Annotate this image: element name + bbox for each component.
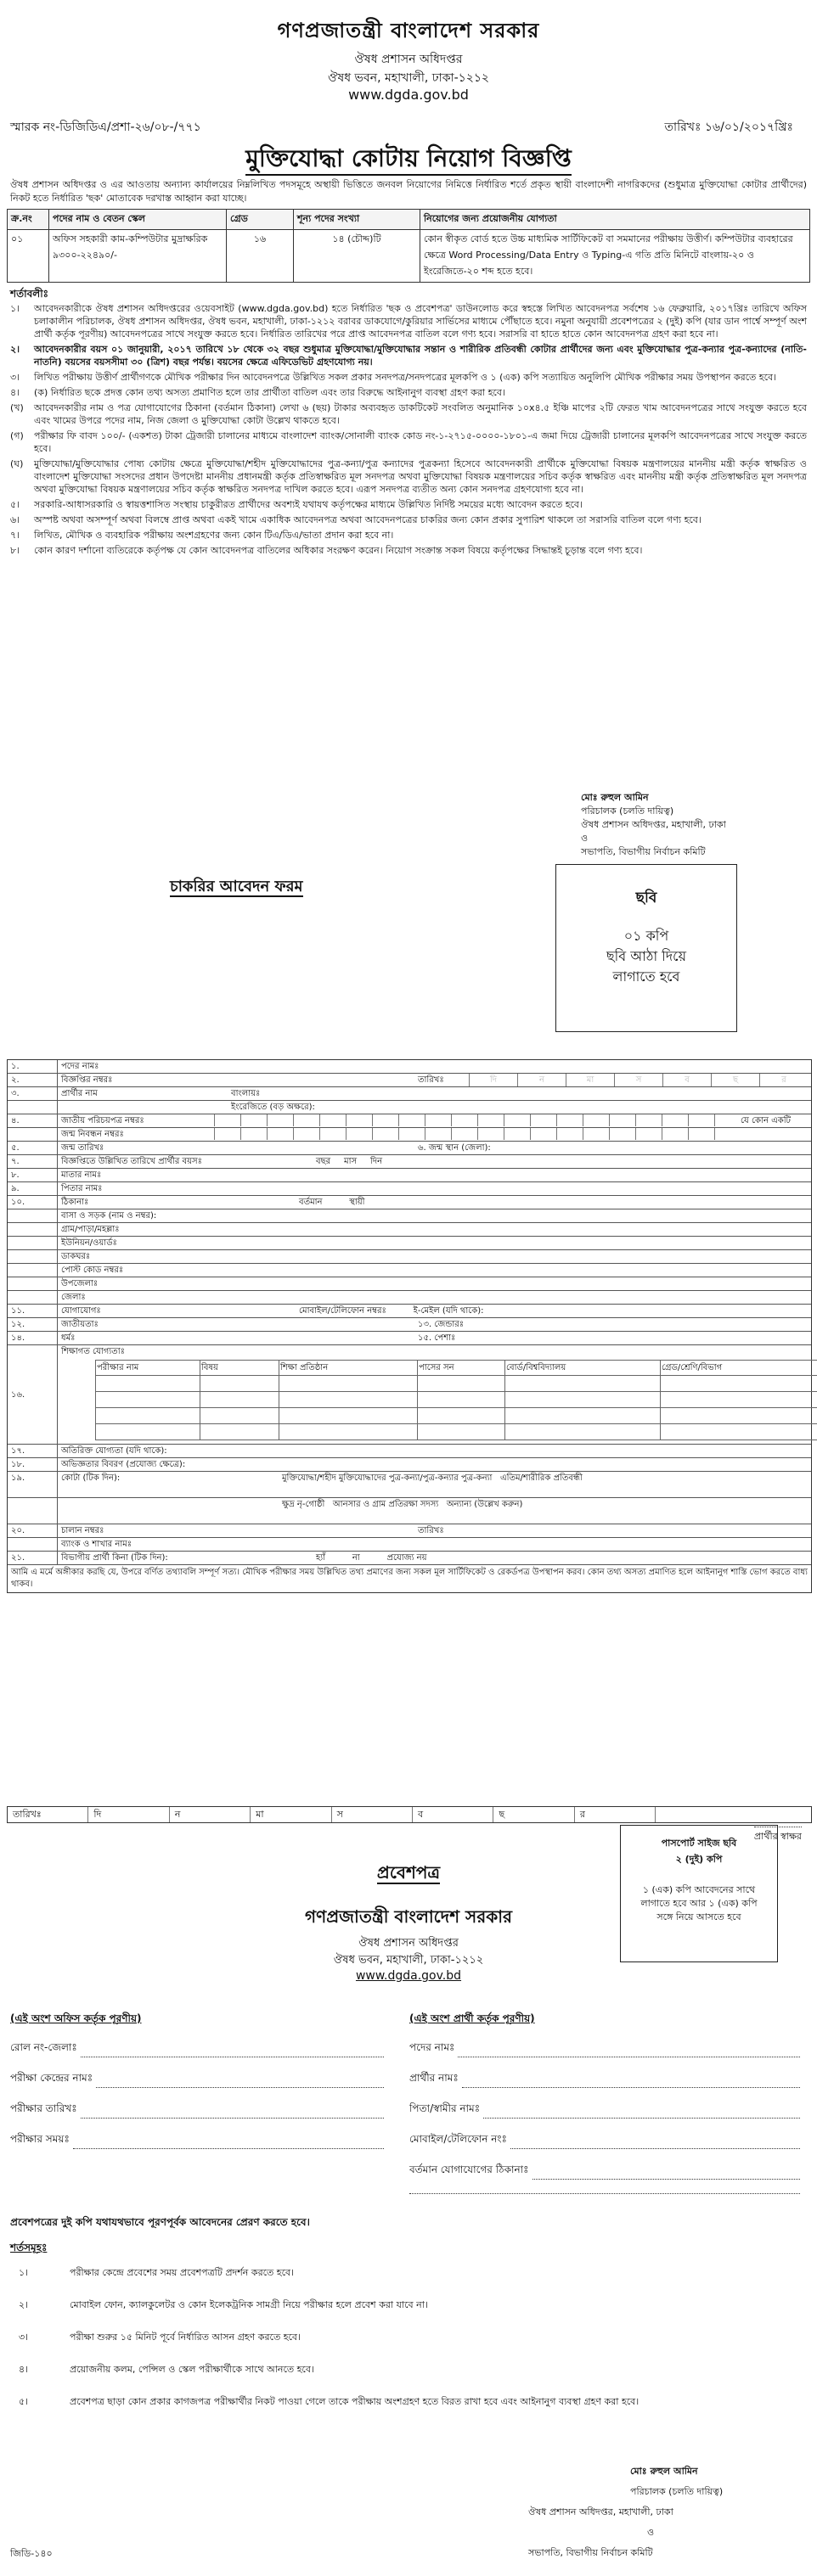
table-row[interactable] [96, 1376, 817, 1392]
field-label: যোগাযোগঃ [61, 1306, 101, 1316]
col-serial: ক্র.নং [8, 210, 49, 230]
list-item [10, 401, 807, 427]
row-number: ১৭. [8, 1445, 58, 1457]
field-label: পদের নামঃ [409, 2041, 455, 2053]
photo-title: ছবি [635, 890, 657, 906]
term-number: (ঘ) [10, 458, 24, 469]
application-form [7, 1059, 812, 1593]
date-cell: র [575, 1807, 656, 1822]
field-label: পিতা/স্বামীর নামঃ [409, 2102, 481, 2114]
date-hint: মা [566, 1074, 614, 1086]
department-name: ঔষধ প্রশাসন অধিদপ্তর [354, 53, 463, 66]
field-label: রোল নং-জেলাঃ [10, 2041, 77, 2053]
office-section-heading: (এই অংশ অফিস কর্তৃক পূরণীয়) [10, 2012, 142, 2024]
table-row[interactable] [96, 1408, 817, 1424]
row-label [58, 1332, 811, 1344]
term-number: ৭। [10, 530, 20, 541]
birth-reg-boxes[interactable] [214, 1128, 741, 1141]
form-row-experience[interactable] [8, 1458, 811, 1472]
term-text: লিখিত পরীক্ষায় উত্তীর্ণ প্রার্থীগণকে মৌখিক পরীক্ষার দিন আবেদনপত্রে উল্লিখিত সকল প্রকার সনদপত্র/সনদপত্রের মূলকপি ও ১ (এক) কপি সত্যায়িত অনুলিপি মৌখিক পরীক্ষার সময় উপস্থাপন করতে হবে। [34, 372, 777, 383]
address-columns: বর্তমান স্থায়ী [299, 1198, 365, 1207]
term-text: আবেদনকারীর বয়স ০১ জানুয়ারী, ২০১৭ তারিখে ১৮ থেকে ৩২ বছর শুধুমাত্র মুক্তিযোদ্ধা/মুক্তিযোদ্ধার সন্তান ও শারীরিক প্রতিবন্ধী কোটার প্রার্থীদের জন্য এবং মুক্তিযোদ্ধার পুত্র-কন্যার পুত্র-কন্যাদের (নাতি-নাতনি) বয়সের বয়সসীমা ৩০ (ত্রিশ) বছর পর্যন্ত। বয়সের ক্ষেত্রে এফিডেভিট গ্রহণযোগ্য নয়। [34, 344, 807, 368]
form-row-declaration [8, 1565, 811, 1592]
challan-date-label: তারিখঃ [418, 1526, 444, 1535]
row-label [58, 1524, 811, 1537]
term-text: (ক) নির্ধারিত ছকে প্রদত্ত কোন তথ্য অসত্য প্রমাণিত হলে তার প্রার্থীতা বাতিল এবং তার বিরুদ্ধে আইনানুগ ব্যবস্থা গ্রহণ করা হবে। [34, 387, 505, 398]
field-label: শিক্ষাগত যোগ্যতাঃ [61, 1347, 125, 1356]
list-item [10, 514, 807, 526]
form-row-departmental[interactable] [8, 1552, 811, 1565]
field-label: বিজ্ঞপ্তিতে উল্লিখিত তারিখে প্রার্থীর বয়সঃ [61, 1157, 202, 1166]
term-text: মুক্তিযোদ্ধা/মুক্তিযোদ্ধার পোষ্য কোটায় ক্ষেত্রে মুক্তিযোদ্ধা/শহীদ মুক্তিযোদ্ধাদের পুত্র-কন্যা/পুত্র কন্যাদের পুত্রকন্যা হিসেবে আবেদনকারী প্রার্থীকে মুক্তিযোদ্ধা বিষয়ক মন্ত্রণালয়ের মাননীয় মন্ত্রী কর্তৃক স্বাক্ষরিত ও বাংলাদেশ মুক্তিযোদ্ধা সংসদের প্রধান উপদেষ্টা মাননীয় প্রধানমন্ত্রী কর্তৃক প্রতিস্বাক্ষরিত মূল সনদপত্র অথবা মুক্তিযোদ্ধা বিষয়ক মন্ত্রণালয়ের সচিব কর্তৃক স্বাক্ষরিত এবং মাননীয় মন্ত্রী কর্তৃক প্রতিস্বাক্ষরিত মূল সনদপত্র অথবা মুক্তিযোদ্ধা বিষয়ক মন্ত্রণালয়ের সচিব কর্তৃক স্বাক্ষরিত সনদপত্র দাখিল করতে হবে। এরূপ সনদপত্র ব্যতীত অন্য কোন সনদপত্র গ্রহণযোগ্য হবে না। [34, 458, 807, 495]
field-label: কোটা (টিক দিন): [61, 1473, 121, 1483]
field-label: পরীক্ষা কেন্দ্রের নামঃ [10, 2072, 93, 2084]
form-row-village[interactable] [8, 1223, 811, 1237]
form-title [170, 874, 303, 901]
rule-number: ১। [19, 2267, 29, 2278]
exam-center-field[interactable] [10, 2071, 384, 2088]
rule-number: ৫। [19, 2396, 29, 2407]
list-item [10, 2363, 807, 2377]
admit-card-title-text: প্রবেশপত্র [376, 1862, 441, 1883]
admit-website-link[interactable]: www.dgda.gov.bd [355, 1969, 462, 1983]
term-text: পরীক্ষার ফি বাবদ ১০০/- (একশত) টাকা ট্রেজারী চালানের মাধ্যমে বাংলাদেশ ব্যাংক/সোনালী ব্যাংক কোড নং-১-২৭১৫-০০০০-১৮০১-এ জমা দিয়ে ট্রেজারী চালানের মূলকপি আবেদনপত্রের সাথে সংযুক্ত করতে হবে। [34, 430, 807, 454]
term-text: কোন কারণ দর্শানো ব্যতিরেকে কর্তৃপক্ষ যে কোন আবেদনপত্র বাতিলের অধিকার সংরক্ষণ করেন। নিয়োগ সংক্রান্ত সকল বিষয়ে কর্তৃপক্ষের সিদ্ধান্তই চূড়ান্ত বলে গণ্য হবে। [34, 545, 643, 556]
date-cell: স [332, 1807, 413, 1822]
row-label [58, 1498, 811, 1524]
admit-signatory-name: মোঃ রুহুল আমিন [630, 2466, 698, 2477]
list-item [10, 544, 807, 557]
field-label: চালান নম্বরঃ [61, 1526, 104, 1535]
edu-col-board: বোর্ড/বিশ্ববিদ্যালয় [505, 1361, 661, 1376]
form-row-age[interactable] [8, 1155, 811, 1169]
department-address: ঔষধ ভবন, মহাখালী, ঢাকা-১২১২ [327, 71, 490, 85]
row-number: ১৮. [8, 1458, 58, 1471]
edu-col-grade: গ্রেড/শ্রেণি/বিভাগ [661, 1361, 817, 1376]
row-label [58, 1552, 811, 1564]
admit-office-section [10, 2012, 384, 2163]
photo-note-1: ছবি আঠা দিয়ে [606, 948, 687, 964]
field-label: ইউনিয়ন/ওয়ার্ডঃ [61, 1238, 117, 1248]
field-label: অতিরিক্ত যোগ্যতা (যদি থাকে): [61, 1446, 167, 1456]
notice-title [0, 140, 817, 180]
admit-copy-note: প্রবেশপত্রের দুই কপি যথাযথভাবে পূরণপূর্বক আবেদনের প্রেরণ করতে হবে। [10, 2216, 310, 2228]
field-label: বিজ্ঞপ্তির নম্বরঃ [61, 1075, 113, 1085]
term-number: ১। [10, 303, 20, 314]
form-row-bank[interactable] [8, 1538, 811, 1552]
field-label: পরীক্ষার সময়ঃ [10, 2133, 70, 2145]
form-row-mother[interactable] [8, 1169, 811, 1182]
quota-options-2[interactable]: ক্ষুদ্র নৃ-গোষ্ঠী আনসার ও গ্রাম প্রতিরক্ষা সদস্য অন্যান্য (উল্লেখ করুন) [282, 1500, 523, 1509]
cand-address-field[interactable] [409, 2163, 800, 2180]
exam-date-field[interactable] [10, 2102, 384, 2119]
term-number: (খ) [10, 402, 24, 413]
field-sublabel: বাংলায়ঃ [231, 1089, 261, 1098]
form-row-education [8, 1345, 811, 1445]
row-label [58, 1101, 811, 1114]
row-number: ২০. [8, 1524, 58, 1537]
post-table [7, 209, 810, 283]
form-row-religion[interactable] [8, 1332, 811, 1345]
rule-text: প্রবেশপত্র ছাড়া কোন প্রকার কাগজপত্র পরীক্ষার্থীর নিকট পাওয়া গেলে তাকে পরীক্ষায় অংশগ্রহণ হতে বিরত রাখা হবে এবং আইনানুগ ব্যবস্থা গ্রহণ করা হবে। [70, 2396, 640, 2407]
admit-signatory-block [528, 2461, 800, 2563]
declaration-date-row[interactable] [7, 1806, 812, 1823]
date-hint: ন [517, 1074, 566, 1086]
field-label: জেলাঃ [61, 1293, 86, 1302]
term-number: ২। [10, 344, 20, 355]
admit-rules-heading: শর্তসমূহঃ [10, 2242, 48, 2253]
row-number: ১. [8, 1060, 58, 1073]
website-link[interactable]: www.dgda.gov.bd [348, 87, 469, 103]
education-block [58, 1345, 817, 1444]
form-row-name-english[interactable] [8, 1101, 811, 1114]
row-label [58, 1060, 811, 1073]
admit-department: ঔষধ প্রশাসন অধিদপ্তর [358, 1937, 459, 1950]
field-label: পরীক্ষার তারিখঃ [10, 2102, 77, 2114]
row-number: ১৪. [8, 1332, 58, 1344]
row-label [58, 1155, 811, 1168]
form-row-upazila[interactable] [8, 1277, 811, 1291]
form-row-contact[interactable] [8, 1305, 811, 1318]
field-label: পিতার নামঃ [61, 1184, 103, 1193]
form-row-father[interactable] [8, 1182, 811, 1196]
table-row [96, 1361, 817, 1376]
photo-note-2: লাগাতে হবে [612, 968, 680, 985]
row-number: ১৯. [8, 1472, 58, 1497]
quota-options[interactable]: মুক্তিযোদ্ধা/শহীদ মুক্তিযোদ্ধাদের পুত্র-কন্যা/পুত্র-কন্যার পুত্র-কন্যা এতিম/শারীরিক প্রতিবন্ধী [282, 1473, 583, 1483]
form-row-union[interactable] [8, 1237, 811, 1250]
term-text: সরকারি-আধাসরকারি ও স্বায়ত্তশাসিত সংস্থায় চাকুরীরত প্রার্থীদের অবশ্যই যথাযথ কর্তৃপক্ষের মাধ্যমে উল্লিখিত নির্দিষ্ট সময়ের মধ্যে আবেদন করতে হবে। [34, 499, 583, 510]
cell-serial: ০১ [8, 230, 49, 283]
admit-signatory-designation: পরিচালক (চলতি দায়িত্ব) [630, 2486, 724, 2497]
admit-candidate-section [409, 2012, 800, 2208]
row-label [58, 1074, 811, 1086]
edu-col-institute: শিক্ষা প্রতিষ্ঠান [279, 1361, 418, 1376]
date-cell: মা [251, 1807, 331, 1822]
admit-photo-copies: ২ (দুই) কপি [675, 1854, 723, 1865]
signatory-designation: পরিচালক (চলতি দায়িত্ব) [581, 805, 674, 817]
field-label: ধর্মঃ [61, 1333, 76, 1343]
memo-number: স্মারক নং-ডিজিডিএ/প্রশা-২৬/০৮-/৭৭১ [10, 121, 201, 134]
date-cell: ব [413, 1807, 493, 1822]
departmental-options[interactable]: হ্যাঁ না প্রযোজ্য নয় [316, 1553, 427, 1563]
field-label: ঠিকানাঃ [61, 1198, 89, 1207]
memo-date: তারিখঃ ১৬/০১/২০১৭খ্রিঃ [664, 121, 793, 134]
form-title-text: চাকরির আবেদন ফরম [170, 878, 303, 895]
col-grade: গ্রেড [227, 210, 294, 230]
list-item [10, 498, 807, 511]
cell-qualification: কোন স্বীকৃত বোর্ড হতে উচ্চ মাধ্যমিক সার্টিফিকেট বা সমমানের পরীক্ষায় উত্তীর্ণ। কম্পিউটার ব্যবহারের ক্ষেত্রে Word Processing/Data Entry ও Typing-এ গতি প্রতি মিনিটে বাংলায়-২০ ও ইংরেজিতে-২০ শব্দ হতে হবে। [420, 230, 810, 283]
row-number: ৯. [8, 1182, 58, 1195]
row-number: ৮. [8, 1169, 58, 1181]
col-vacancy: শূন্য পদের সংখ্যা [294, 210, 420, 230]
field-label: জন্ম তারিখঃ [61, 1143, 104, 1153]
list-item [10, 457, 807, 496]
cand-father-field[interactable] [409, 2102, 800, 2119]
either-one-note: যে কোন একটি [741, 1116, 792, 1125]
field-label: প্রার্থীর নামঃ [409, 2072, 459, 2084]
photo-box [555, 864, 737, 1032]
cand-name-field[interactable] [409, 2071, 800, 2088]
edu-col-year: পাসের সন [418, 1361, 505, 1376]
post-table-header [8, 210, 810, 230]
term-number: ৫। [10, 499, 20, 510]
rule-text: পরীক্ষার কেন্দ্রে প্রবেশের সময় প্রবেশপত্রটি প্রদর্শন করতে হবে। [70, 2267, 295, 2278]
rule-number: ২। [19, 2299, 29, 2310]
signature-space [656, 1807, 811, 1822]
admit-government-title: গণপ্রজাতন্ত্রী বাংলাদেশ সরকার [305, 1906, 512, 1927]
date-hint: দি [469, 1074, 517, 1086]
field-label: গ্রাম/পাড়া/মহল্লাঃ [61, 1225, 120, 1234]
form-row-district[interactable] [8, 1291, 811, 1305]
row-number: ১০. [8, 1196, 58, 1209]
term-number: ৩। [10, 372, 20, 383]
date-cell: ন [170, 1807, 251, 1822]
cell-vacancy: ১৪ (চৌদ্দ)টি [294, 230, 420, 283]
signatory-and: ও [581, 833, 589, 844]
table-row[interactable] [96, 1392, 817, 1408]
term-number: (গ) [10, 430, 24, 441]
date-hint: স [614, 1074, 662, 1086]
form-row-post-name[interactable] [8, 1060, 811, 1074]
field-label: মোবাইল/টেলিফোন নংঃ [409, 2133, 507, 2145]
list-item [10, 2266, 807, 2280]
nid-boxes[interactable] [214, 1114, 741, 1127]
field-label: ব্যাংক ও শাখার নামঃ [61, 1540, 132, 1549]
candidate-section-heading: (এই অংশ প্রার্থী কর্তৃক পূরণীয়) [409, 2012, 535, 2024]
field-label: জন্ম নিবন্ধন নম্বরঃ [61, 1130, 124, 1139]
birthplace-label: ৬. জন্ম স্থান (জেলা): [418, 1143, 491, 1153]
education-table [95, 1360, 817, 1440]
row-label [58, 1305, 811, 1317]
edu-col-subject: বিষয় [200, 1361, 279, 1376]
list-item [10, 2331, 807, 2344]
field-label: বর্তমান যোগাযোগের ঠিকানাঃ [409, 2164, 529, 2175]
cand-address-line-2[interactable] [409, 2193, 800, 2194]
notice-intro: ঔষধ প্রশাসন অধিদপ্তর ও এর আওতায় অন্যান্য কার্যালয়ের নিম্নলিখিত পদসমূহে অস্থায়ী ভিত্তিতে জনবল নিয়োগের নিমিত্তে নির্ধারিত শর্তে প্রকৃত স্থায়ী বাংলাদেশী নাগরিকদের (শুধুমাত্র মুক্তিযোদ্ধা কোটার প্রার্থীদের) নিকট হতে নির্ধারিত 'ছক' মোতাবেক দরখাস্ত আহ্বান করা যাচ্ছে। [10, 179, 807, 204]
field-label [61, 1101, 231, 1114]
term-text: আবেদনকারীর নাম ও পত্র যোগাযোগের ঠিকানা (বর্তমান ঠিকানা) লেখা ৬ (ছয়) টাকার অব্যবহৃত ডাকটিকেট সংবলিত অনুমানিক ১০x৪.৫ ইঞ্চি মাপের ২টি ফেরত খাম আবেদনপত্রের সাথে সংযুক্ত করতে হবে এবং খামের উপরে পদের নাম, নিজ জেলা ও মুক্তিযোদ্ধা কোটা উল্লেখ থাকতে হবে। [34, 402, 807, 426]
form-row-birth-reg[interactable] [8, 1128, 811, 1142]
roll-field[interactable] [10, 2040, 384, 2057]
rule-text: পরীক্ষা শুরুর ১৫ মিনিট পূর্বে নির্ধারিত আসন গ্রহণ করতে হবে। [70, 2332, 301, 2343]
exam-time-field[interactable] [10, 2132, 384, 2149]
terms-list [10, 302, 807, 559]
term-text: আবেদনকারীকে ঔষধ প্রশাসন অধিদপ্তরের ওয়েবসাইট (www.dgda.gov.bd) হতে নির্ধারিত 'ছক ও প্রবেশপত্র' ডাউনলোড করে স্বহস্তে লিখিত আবেদনপত্র সর্বশেষ ১৬ ফেব্রুয়ারি, ২০১৭খ্রিঃ তারিখে অফিস চলাকালীন পরিচালক, ঔষধ প্রশাসন অধিদপ্তর, ঔষধ ভবন, মহাখালী, ঢাকা-১২১২ বরাবর ডাকযোগে/কুরিয়ার সার্ভিসের মাধ্যমে পৌঁছাতে হবে। নমুনা অনুযায়ী প্রবেশপত্রের ২ (দুই) কপি (যার ডান পার্শ্বে সম্পূর্ণ অংশ প্রার্থী কর্তৃক পূরণীয়) আবেদনপত্রের সাথে সংযুক্ত করতে হবে। নির্ধারিত তারিখের পরে প্রাপ্ত আবেদনপত্র বাতিল বলে গণ্য হবে। সরাসরি বা হাতে হাতে কোন আবেদনপত্র গ্রহণ করা হবে না। [34, 303, 807, 340]
field-label: মাতার নামঃ [61, 1170, 102, 1180]
form-row-notice-number[interactable] [8, 1074, 811, 1087]
applicant-signature: প্রার্থীর স্বাক্ষর [754, 1827, 802, 1845]
field-label: ডাকঘরঃ [61, 1252, 91, 1261]
date-label: তারিখঃ [418, 1075, 444, 1085]
form-row-postcode[interactable] [8, 1264, 811, 1277]
cand-post-field[interactable] [409, 2040, 800, 2057]
list-item [10, 302, 807, 340]
row-label [58, 1142, 811, 1154]
signatory-office: ঔষধ প্রশাসন অধিদপ্তর, মহাখালী, ঢাকা [581, 819, 726, 830]
list-item [10, 343, 807, 368]
form-row-quota[interactable] [8, 1472, 811, 1498]
form-row-nationality[interactable] [8, 1318, 811, 1332]
term-text: লিখিত, মৌখিক ও ব্যবহারিক পরীক্ষায় অংশগ্রহণের জন্য কোন টিএ/ডিএ/ভাতা প্রদান করা হবে না। [34, 530, 394, 541]
row-number: ৫. [8, 1142, 58, 1154]
field-sublabel: ইংরেজিতে (বড় অক্ষরে): [231, 1103, 315, 1112]
table-row[interactable] [96, 1424, 817, 1440]
date-hint: ছ [711, 1074, 759, 1086]
list-item [10, 371, 807, 384]
row-number: ৪. [8, 1114, 58, 1127]
gender-label: ১৩. জেন্ডারঃ [418, 1320, 465, 1329]
form-row-challan[interactable] [8, 1524, 811, 1538]
row-label [58, 1128, 811, 1141]
cell-grade: ১৬ [227, 230, 294, 283]
list-item [10, 529, 807, 542]
edu-col-exam: পরীক্ষার নাম [96, 1361, 200, 1376]
term-number: ৬। [10, 514, 20, 525]
table-row [8, 230, 810, 283]
form-row-post-office[interactable] [8, 1250, 811, 1264]
cand-mobile-field[interactable] [409, 2132, 800, 2149]
row-label [58, 1196, 811, 1209]
field-label: উপজেলাঃ [61, 1279, 99, 1288]
date-hint: ব [662, 1074, 711, 1086]
date-cell: ছ [493, 1807, 574, 1822]
field-label: জাতীয়তাঃ [61, 1320, 99, 1329]
list-item [10, 429, 807, 455]
field-label: প্রার্থীর নাম [61, 1089, 98, 1098]
signatory-block [581, 791, 802, 859]
row-number: ৭. [8, 1155, 58, 1168]
field-label: বিভাগীয় প্রার্থী কিনা (টিক দিন): [61, 1553, 168, 1563]
rule-number: ৩। [19, 2332, 29, 2343]
list-item [10, 386, 807, 399]
row-label [58, 1087, 811, 1100]
form-row-quota-2[interactable] [8, 1498, 811, 1524]
cell-post: অফিস সহকারী কাম-কম্পিউটার মুদ্রাক্ষরিক ৯৩০০-২২৪৯০/- [49, 230, 227, 283]
contact-columns: মোবাইল/টেলিফোন নম্বরঃ ই-মেইল (যদি থাকে): [299, 1306, 484, 1316]
date-boxes[interactable] [469, 1074, 808, 1086]
row-number [8, 1101, 58, 1114]
field-label: জাতীয় পরিচয়পত্র নম্বরঃ [61, 1116, 144, 1125]
row-number: ১২. [8, 1318, 58, 1331]
date-hint: র [759, 1074, 808, 1086]
admit-rules-list [10, 2266, 807, 2427]
notice-title-text: মুক্তিযোদ্ধা কোটায় নিয়োগ বিজ্ঞপ্তি [245, 144, 571, 176]
rule-text: প্রয়োজনীয় কলম, পেন্সিল ও স্কেল পরীক্ষার্থীকে সাথে আনতে হবে। [70, 2364, 314, 2375]
form-row-address [8, 1196, 811, 1209]
field-label: পদের নামঃ [61, 1062, 99, 1071]
row-label [58, 1114, 811, 1127]
government-title: গণপ্রজাতন্ত্রী বাংলাদেশ সরকার [277, 19, 540, 42]
admit-signatory-and: ও [647, 2527, 655, 2538]
term-text: অস্পষ্ট অথবা অসম্পূর্ণ অথবা বিলম্বে প্রাপ্ত অথবা একই খামে একাধিক আবেদনপত্র অথবা আবেদনপত্রের চাকরির জন্য কোন প্রকার সুপারিশ থাকলে তা সরাসরি বাতিল বলে গণ্য হবে। [34, 514, 701, 525]
list-item [10, 2298, 807, 2312]
field-label: পোস্ট কোড নম্বরঃ [61, 1266, 124, 1275]
admit-photo-note: ১ (এক) কপি আবেদনের সাথে লাগাতে হবে আর ১ (এক) কপি সঙ্গে নিয়ে আসতে হবে [640, 1884, 758, 1922]
admit-address: ঔষধ ভবন, মহাখালী, ঢাকা-১২১২ [333, 1954, 484, 1967]
row-number: ৩. [8, 1087, 58, 1100]
declaration-text: আমি এ মর্মে অঙ্গীকার করছি যে, উপরে বর্ণিত তথ্যাবলি সম্পূর্ণ সত্য। মৌখিক পরীক্ষার সময় উল্লিখিত তথ্য প্রমাণের জন্য সকল মূল সার্টিফিকেট ও রেকর্ডপত্র উপস্থাপন করব। কোন তথ্য অসত্য প্রমাণিত হলে আইনানুগ শাস্তি ভোগ করতে বাধ্য থাকব। [11, 1568, 808, 1589]
row-label [58, 1472, 811, 1497]
footer-code: জিডি-১৪০ [10, 2548, 53, 2559]
terms-heading: শর্তাবলীঃ [10, 288, 49, 300]
row-number [8, 1128, 58, 1141]
form-row-nid[interactable] [8, 1114, 811, 1128]
profession-label: ১৫. পেশাঃ [418, 1333, 456, 1343]
admit-signatory-office: ঔষধ প্রশাসন অধিদপ্তর, মহাখালী, ঢাকা [528, 2506, 673, 2517]
form-row-house[interactable] [8, 1209, 811, 1223]
signatory-committee: সভাপতি, বিভাগীয় নির্বাচন কমিটি [581, 846, 706, 857]
date-cell: দি [88, 1807, 169, 1822]
col-qualification: নিয়োগের জন্য প্রয়োজনীয় যোগ্যতা [420, 210, 810, 230]
form-row-additional[interactable] [8, 1445, 811, 1458]
signatory-name: মোঃ রুহুল আমিন [581, 792, 649, 803]
row-number: ২. [8, 1074, 58, 1086]
list-item [10, 2395, 807, 2409]
term-number: ৪। [10, 387, 20, 398]
date-label: তারিখঃ [8, 1807, 88, 1822]
row-number: ১১. [8, 1305, 58, 1317]
admit-photo-title: পাসপোর্ট সাইজ ছবি [661, 1838, 737, 1849]
col-post: পদের নাম ও বেতন স্কেল [49, 210, 227, 230]
age-units: বছর মাস দিন [316, 1157, 383, 1166]
admit-signatory-committee: সভাপতি, বিভাগীয় নির্বাচন কমিটি [528, 2547, 653, 2558]
row-label [58, 1318, 811, 1331]
rule-text: মোবাইল ফোন, ক্যালকুলেটর ও কোন ইলেকট্রনিক সামগ্রী নিয়ে পরীক্ষার হলে প্রবেশ করা যাবে না। [70, 2299, 428, 2310]
form-row-dob[interactable] [8, 1142, 811, 1155]
row-number: ২১. [8, 1552, 58, 1564]
photo-copies: ০১ কপি [623, 928, 669, 944]
field-label: বাসা ও সড়ক (নাম ও নম্বর): [61, 1211, 157, 1221]
row-number: ১৬. [8, 1345, 58, 1444]
term-number: ৮। [10, 545, 20, 556]
rule-number: ৪। [19, 2364, 29, 2375]
field-label: অভিজ্ঞতার বিবরণ (প্রযোজ্য ক্ষেত্রে): [61, 1460, 186, 1469]
form-row-name-bangla[interactable] [8, 1087, 811, 1101]
